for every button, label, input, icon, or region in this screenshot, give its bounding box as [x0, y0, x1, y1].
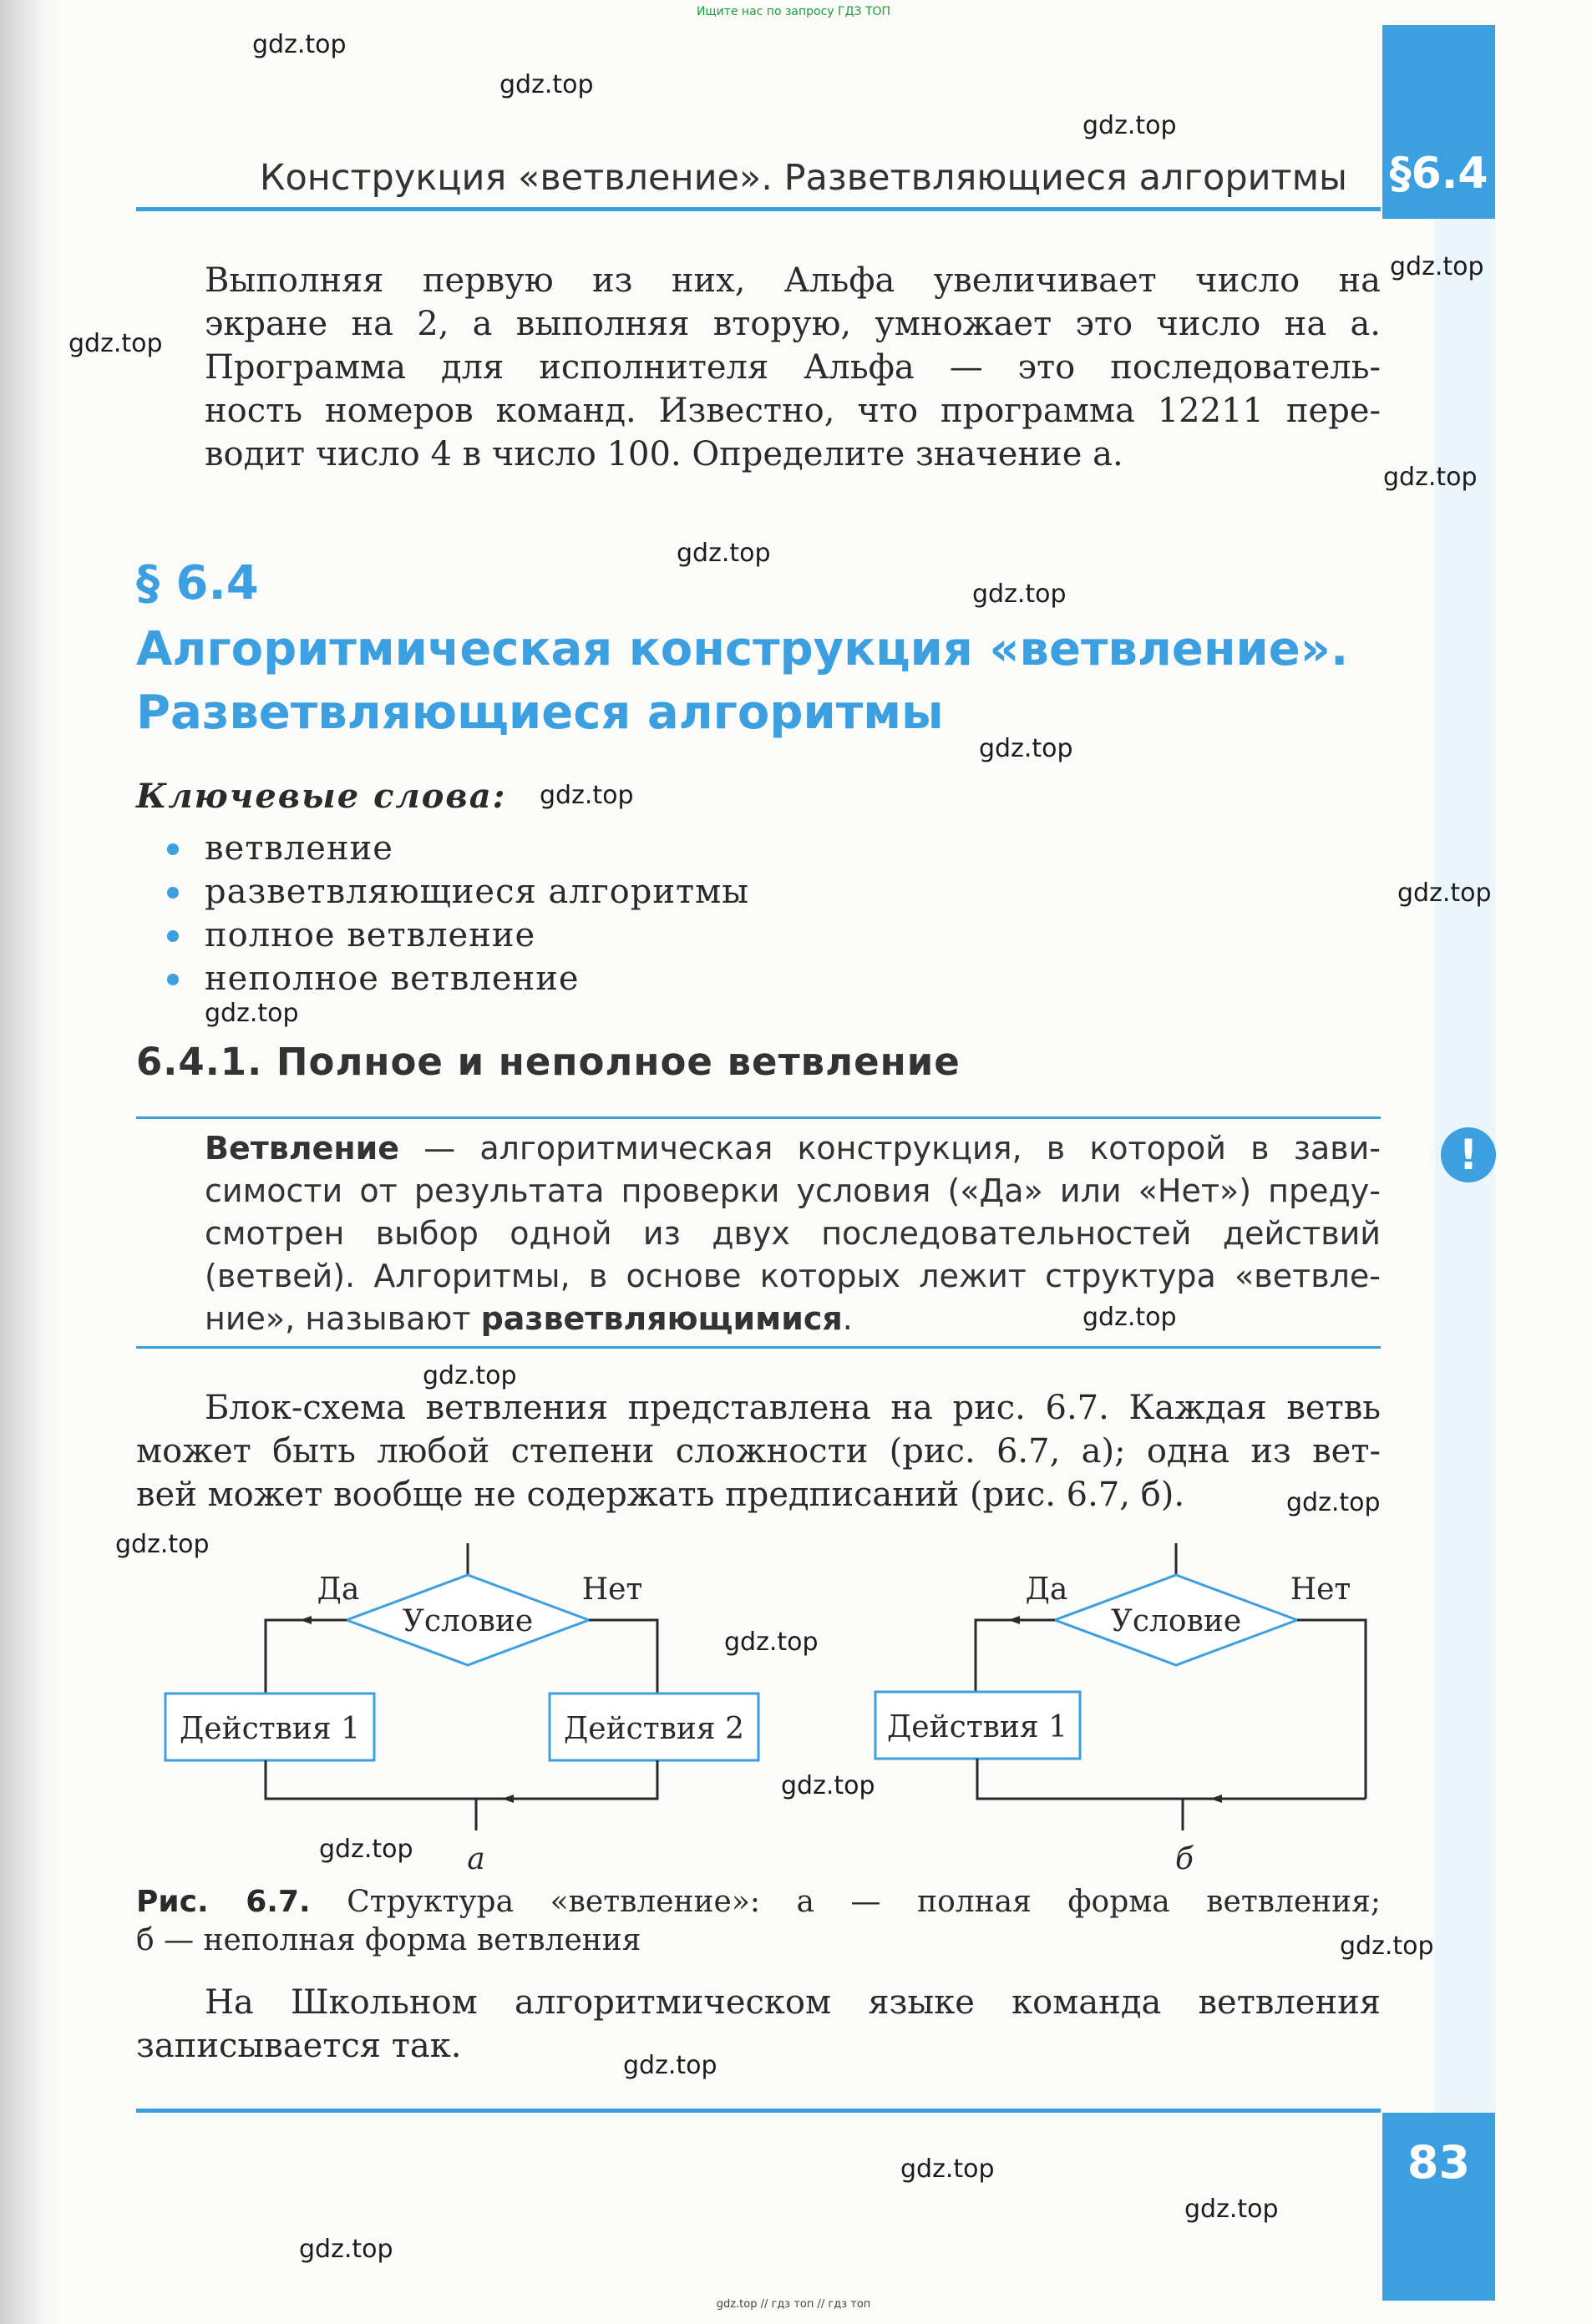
bottom-note: gdz.top // гдз топ // гдз топ [716, 2298, 871, 2311]
keyword-text: неполное ветвление [205, 959, 580, 998]
bullet-icon [167, 887, 179, 899]
branching-flowchart [0, 1520, 1592, 1871]
intro-paragraph [205, 259, 1381, 476]
definition-box [205, 1127, 1381, 1340]
keyword-item [163, 870, 749, 914]
bullet-icon [167, 974, 179, 985]
condition-label: Условие [1110, 1604, 1242, 1638]
definition-line [205, 1127, 1381, 1170]
definition-bottom-rule [136, 1346, 1381, 1349]
keywords-list [163, 827, 749, 1000]
action1-label: Действия 1 [180, 1712, 360, 1746]
no-label: Нет [1290, 1572, 1351, 1607]
definition-bold-term: разветвляющимися [480, 1300, 843, 1337]
section-title [136, 618, 1381, 745]
watermark: gdz.top [677, 539, 771, 568]
yes-branch-line [976, 1620, 1055, 1692]
caption-line: б — неполная форма ветвления [136, 1923, 641, 1957]
watermark: gdz.top [423, 1361, 517, 1390]
section-tab-label: §6.4 [1389, 149, 1488, 199]
subsection-title: 6.4.1. Полное и неполное ветвление [136, 1040, 961, 1084]
no-branch-line [1297, 1620, 1366, 1799]
watermark: gdz.top [1383, 463, 1478, 492]
yes-branch-line [266, 1620, 347, 1694]
watermark: gdz.top [1340, 1932, 1434, 1961]
important-icon: ! [1441, 1127, 1496, 1182]
watermark: gdz.top [115, 1530, 210, 1559]
yes-label: Да [317, 1572, 360, 1607]
body-line: может быть любой степени сложности (рис. 6.7, а); одна из вет- [136, 1432, 1381, 1471]
figure-b-label: б [1175, 1842, 1194, 1871]
page-gutter-shadow [0, 0, 58, 2324]
definition-line: симости от результата проверки условия («Да» или «Нет») преду- [205, 1172, 1381, 1209]
watermark: gdz.top [1286, 1488, 1381, 1517]
page-number-tab [1382, 2113, 1495, 2301]
intro-line: Выполняя первую из них, Альфа увеличивает число на [205, 261, 1381, 300]
caption-prefix: Рис. 6.7. [136, 1885, 311, 1919]
body-line: Блок-схема ветвления представлена на рис. 6.7. Каждая ветвь [205, 1389, 1381, 1427]
body-paragraph [136, 1386, 1381, 1516]
page-number: 83 [1407, 2136, 1471, 2189]
watermark: gdz.top [205, 999, 299, 1028]
section-number: § 6.4 [136, 556, 259, 610]
closing-paragraph [136, 1981, 1381, 2068]
caption-line [136, 1883, 1381, 1921]
closing-line: записывается так. [136, 2027, 462, 2065]
definition-text: . [842, 1300, 853, 1337]
yes-label: Да [1025, 1572, 1068, 1607]
caption-text: Структура «ветвление»: а — полная форма ветвления; [310, 1885, 1382, 1919]
section-tab [1382, 25, 1495, 219]
watermark: gdz.top [1184, 2195, 1279, 2224]
figure-a-label: а [467, 1842, 485, 1871]
bullet-icon [167, 930, 179, 942]
watermark: gdz.top [1397, 878, 1492, 908]
closing-line: На Школьном алгоритмическом языке команда ветвления [205, 1983, 1381, 2022]
watermark: gdz.top [540, 781, 634, 810]
definition-text: — алгоритмическая конструкция, в которой в зави- [399, 1130, 1381, 1167]
intro-line: экране на 2, а выполняя вторую, умножает это число на а. [205, 305, 1381, 343]
top-note: Ищите нас по запросу ГДЗ ТОП [696, 5, 891, 18]
definition-line: (ветвей). Алгоритмы, в основе которых лежит структура «ветвле- [205, 1258, 1381, 1294]
header-rule [136, 207, 1381, 211]
keyword-text: полное ветвление [205, 916, 536, 954]
watermark: gdz.top [724, 1628, 819, 1657]
footer-rule [136, 2109, 1381, 2113]
keywords-label: Ключевые слова: [136, 777, 507, 816]
keyword-item [163, 957, 749, 1000]
watermark: gdz.top [68, 329, 163, 358]
watermark: gdz.top [1082, 1303, 1177, 1332]
watermark: gdz.top [900, 2154, 995, 2184]
figure-a [165, 1543, 758, 1871]
keyword-text: разветвляющиеся алгоритмы [205, 873, 750, 911]
keyword-item [163, 914, 749, 957]
merge-line [266, 1760, 657, 1799]
no-label: Нет [581, 1572, 643, 1607]
figure-b [875, 1543, 1366, 1871]
bullet-icon [167, 843, 179, 855]
watermark: gdz.top [972, 580, 1067, 609]
watermark: gdz.top [299, 2235, 393, 2264]
intro-line: ность номеров команд. Известно, что программа 12211 пере- [205, 392, 1381, 430]
figure-caption [136, 1883, 1381, 1960]
watermark: gdz.top [499, 70, 594, 99]
running-header: Конструкция «ветвление». Разветвляющиеся алгоритмы [259, 157, 1347, 199]
watermark: gdz.top [781, 1771, 875, 1800]
watermark: gdz.top [1082, 111, 1177, 140]
watermark: gdz.top [252, 30, 347, 59]
action1-label: Действия 1 [887, 1710, 1067, 1744]
condition-label: Условие [402, 1604, 534, 1638]
merge-line [977, 1759, 1366, 1799]
section-title-line: Алгоритмическая конструкция «ветвление». [136, 622, 1349, 676]
action2-label: Действия 2 [564, 1712, 744, 1746]
intro-line: Программа для исполнителя Альфа — это последователь- [205, 348, 1381, 387]
definition-top-rule [136, 1116, 1381, 1119]
watermark: gdz.top [319, 1835, 413, 1864]
watermark: gdz.top [623, 2051, 717, 2080]
keyword-text: ветвление [205, 829, 393, 868]
no-branch-line [589, 1620, 657, 1694]
definition-text: ние», называют [205, 1300, 481, 1337]
watermark: gdz.top [1390, 252, 1484, 281]
definition-term: Ветвление [205, 1130, 400, 1167]
section-title-line: Разветвляющиеся алгоритмы [136, 686, 944, 740]
intro-line: водит число 4 в число 100. Определите значение а. [205, 435, 1123, 473]
definition-line [205, 1298, 1381, 1340]
definition-line: смотрен выбор одной из двух последовательностей действий [205, 1215, 1381, 1252]
watermark: gdz.top [979, 734, 1073, 763]
body-line: вей может вообще не содержать предписаний (рис. 6.7, б). [136, 1476, 1185, 1514]
keyword-item [163, 827, 749, 870]
